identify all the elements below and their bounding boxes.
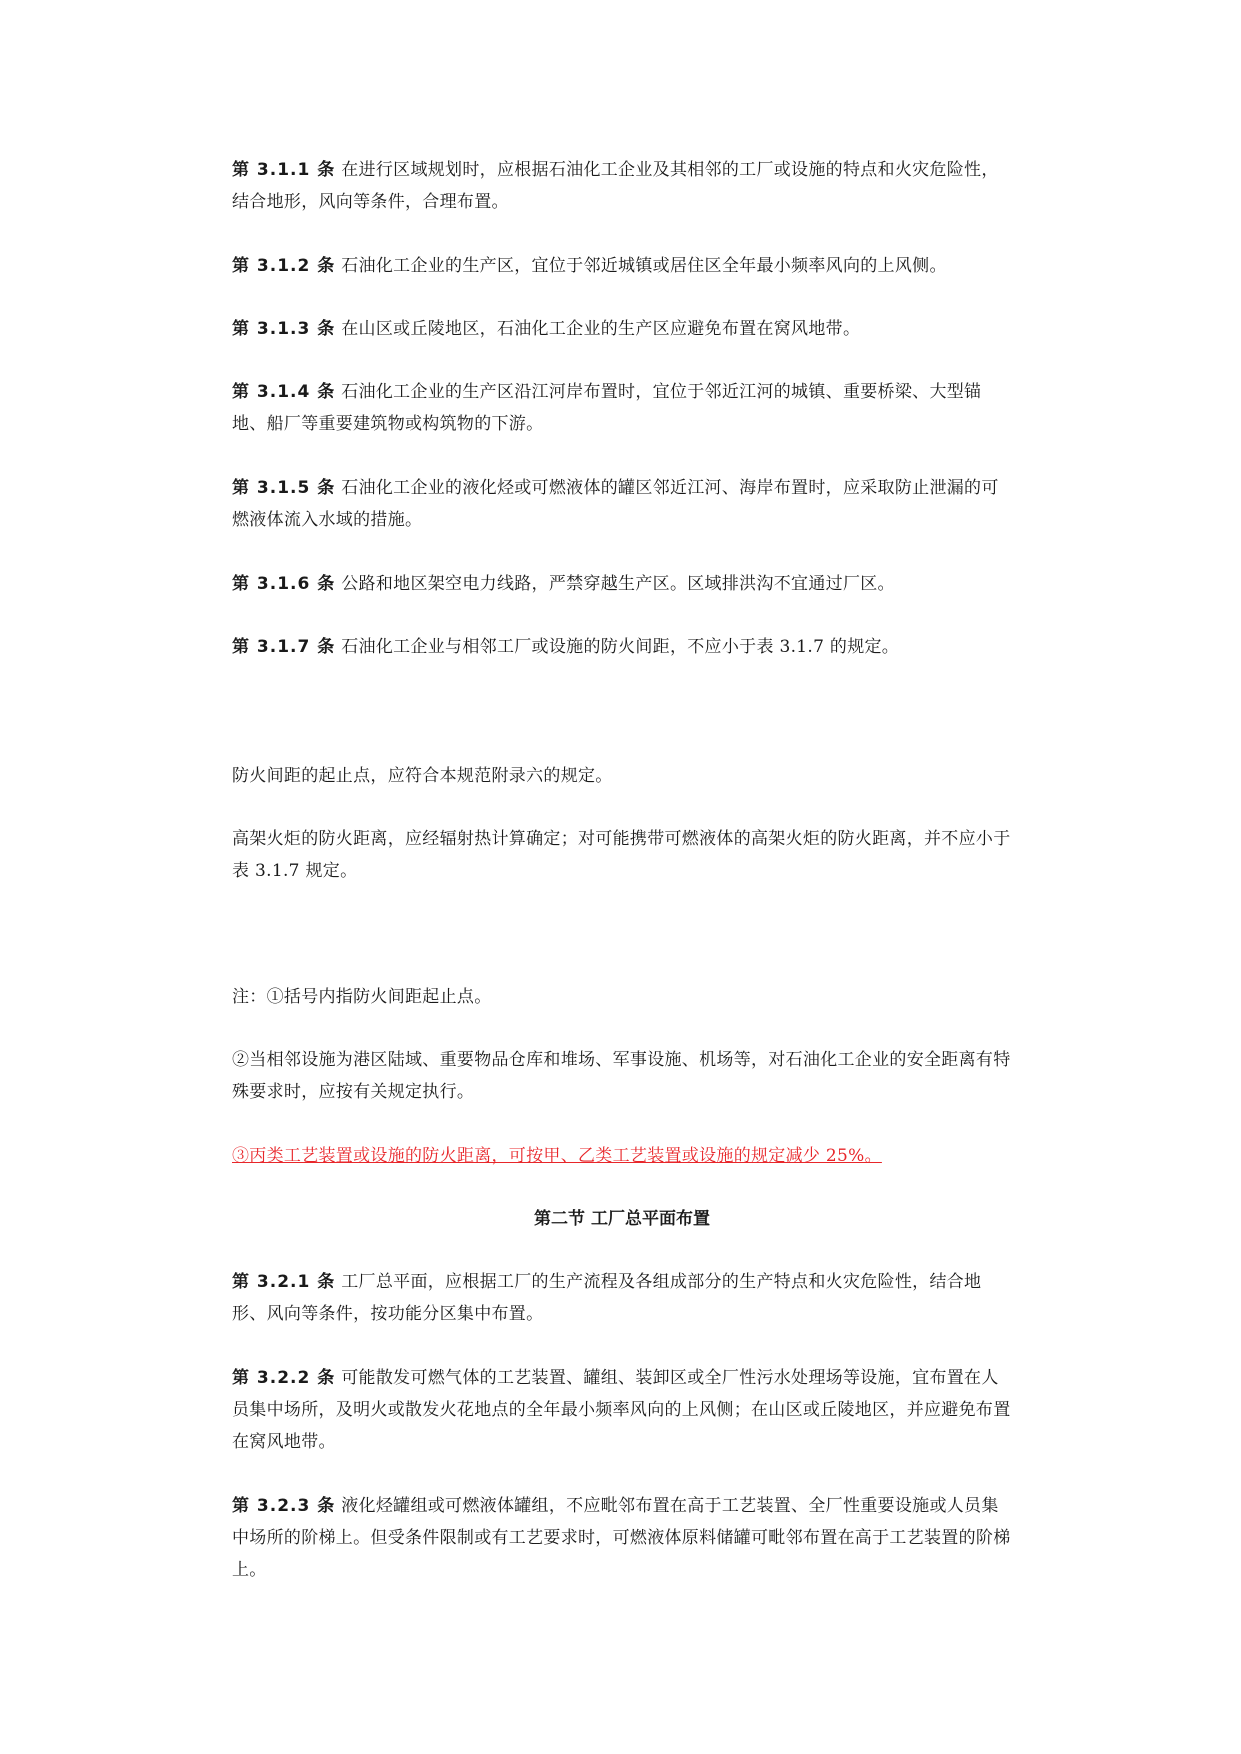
clause-3-1-6	[232, 568, 1012, 600]
clause-3-1-4	[232, 376, 1012, 440]
flare-distance-note: 高架火炬的防火距离，应经辐射热计算确定；对可能携带可燃液体的高架火炬的防火距离，并不应小于表 3.1.7 规定。	[232, 829, 1011, 881]
clause-number: 第 3.1.6 条	[232, 574, 336, 594]
clause-text: 石油化工企业的生产区沿江河岸布置时，宜位于邻近江河的城镇、重要桥梁、大型锚地、船厂等重要建筑物或构筑物的下游。	[232, 382, 982, 434]
clause-3-2-2	[232, 1362, 1012, 1458]
clause-text: 石油化工企业的液化烃或可燃液体的罐区邻近江河、海岸布置时，应采取防止泄漏的可燃液体流入水域的措施。	[232, 478, 999, 530]
table-note-3	[232, 1140, 1012, 1172]
table-note-2: ②当相邻设施为港区陆域、重要物品仓库和堆场、军事设施、机场等，对石油化工企业的安全距离有特殊要求时，应按有关规定执行。	[232, 1050, 1011, 1102]
clause-text: 可能散发可燃气体的工艺装置、罐组、装卸区或全厂性污水处理场等设施，宜布置在人员集中场所，及明火或散发火花地点的全年最小频率风向的上风侧；在山区或丘陵地区，并应避免布置在窝风地带。	[232, 1368, 1011, 1452]
clause-number: 第 3.1.1 条	[232, 160, 336, 180]
clause-number: 第 3.2.2 条	[232, 1368, 336, 1388]
clause-number: 第 3.1.2 条	[232, 256, 336, 276]
clause-number: 第 3.1.4 条	[232, 382, 336, 402]
clause-3-1-7	[232, 631, 1012, 663]
clause-3-1-1	[232, 154, 1012, 218]
section-heading: 第二节 工厂总平面布置	[534, 1209, 710, 1229]
fire-distance-origin-note: 防火间距的起止点，应符合本规范附录六的规定。	[232, 766, 613, 786]
revision-marked-text: ③丙类工艺装置或设施的防火距离，可按甲、乙类工艺装置或设施的规定减少 25%。	[232, 1146, 882, 1166]
clause-3-1-2	[232, 250, 1012, 282]
clause-text: 石油化工企业与相邻工厂或设施的防火间距，不应小于表 3.1.7 的规定。	[341, 637, 900, 657]
clause-3-1-3	[232, 313, 1012, 345]
clause-3-2-1	[232, 1266, 1012, 1330]
clause-number: 第 3.1.5 条	[232, 478, 336, 498]
clause-text: 公路和地区架空电力线路，严禁穿越生产区。区域排洪沟不宜通过厂区。	[341, 574, 895, 594]
clause-number: 第 3.2.3 条	[232, 1496, 336, 1516]
clause-text: 液化烃罐组或可燃液体罐组，不应毗邻布置在高于工艺装置、全厂性重要设施或人员集中场所的阶梯上。但受条件限制或有工艺要求时，可燃液体原料储罐可毗邻布置在高于工艺装置的阶梯上。	[232, 1496, 1011, 1580]
table-note-1: 注：①括号内指防火间距起止点。	[232, 987, 492, 1007]
clause-3-2-3	[232, 1490, 1012, 1586]
clause-3-1-5	[232, 472, 1012, 536]
clause-number: 第 3.1.7 条	[232, 637, 336, 657]
clause-text: 在山区或丘陵地区，石油化工企业的生产区应避免布置在窝风地带。	[341, 319, 861, 339]
clause-number: 第 3.2.1 条	[232, 1272, 336, 1292]
clause-text: 在进行区域规划时，应根据石油化工企业及其相邻的工厂或设施的特点和火灾危险性，结合地形，风向等条件，合理布置。	[232, 160, 999, 212]
clause-number: 第 3.1.3 条	[232, 319, 336, 339]
clause-text: 石油化工企业的生产区，宜位于邻近城镇或居住区全年最小频率风向的上风侧。	[341, 256, 947, 276]
clause-text: 工厂总平面，应根据工厂的生产流程及各组成部分的生产特点和火灾危险性，结合地形、风向等条件，按功能分区集中布置。	[232, 1272, 982, 1324]
